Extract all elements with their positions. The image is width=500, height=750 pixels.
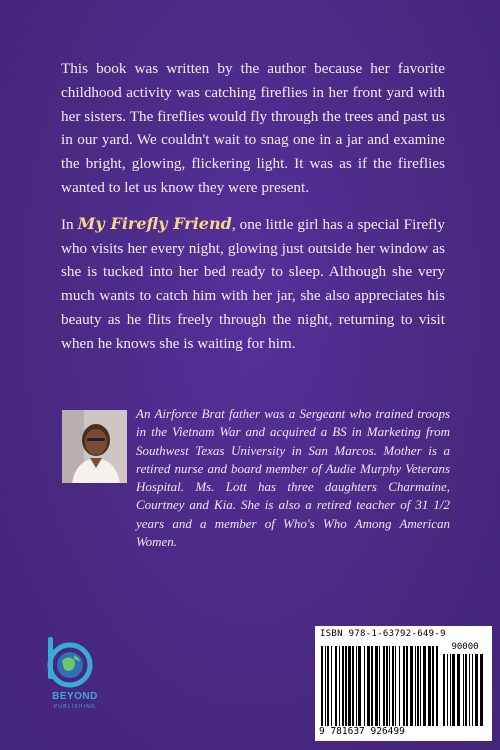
barcode-bar xyxy=(463,654,464,726)
barcode-bar xyxy=(331,646,332,726)
ean-number: 9 781637 926499 xyxy=(319,726,405,737)
barcode-bar xyxy=(428,646,431,726)
barcode-bar xyxy=(342,646,344,726)
barcode-bar xyxy=(420,646,421,726)
barcode-bar xyxy=(352,646,354,726)
barcode-bar xyxy=(465,654,467,726)
blurb xyxy=(61,57,445,368)
beyond-b-globe-icon xyxy=(40,633,110,693)
barcode-bar xyxy=(364,646,365,726)
barcode-bar xyxy=(452,654,455,726)
blurb-paragraph-1: This book was written by the author because her favorite childhood activity was catching fireflies in her front yard with her sisters. The fireflies would fly through the trees and past us in our yard. We couldn't wait to snag one in a jar and examine the bright, glowing, flickering light. It was as if the fireflies wanted to let us know they were present. xyxy=(61,60,445,196)
barcode-bar xyxy=(356,646,357,726)
barcode-bar xyxy=(450,654,451,726)
barcode-bar xyxy=(436,646,438,726)
barcode-bar xyxy=(457,654,460,726)
barcode-bar xyxy=(475,654,478,726)
barcode-bar xyxy=(348,646,351,726)
barcode-bar xyxy=(423,646,426,726)
barcode-bar xyxy=(321,646,323,726)
blurb-lead: In xyxy=(61,215,78,233)
barcode-bar xyxy=(403,646,405,726)
author-bio: An Airforce Brat father was a Sergeant who trained troops in the Vietnam War and acquired a BS in Marketing from Southwest Texas University in San Marcos. Mother is a retired nurse and board member of Audie Murphy Veterans Hospital. Ms. Lott has three daughters Charmaine, Courtney and Kia. She is also a retired teacher of 31 1/2 years and a member of Who's Who Among American Women. xyxy=(136,406,450,550)
barcode-bar xyxy=(432,646,434,726)
barcode-bar xyxy=(389,646,390,726)
barcode-bar xyxy=(325,646,326,726)
barcode-bar xyxy=(480,654,483,726)
barcode-bar xyxy=(395,646,396,726)
barcode-bar xyxy=(447,654,448,726)
addon-barcode xyxy=(443,654,487,726)
barcode-bar xyxy=(371,646,373,726)
barcode-bar xyxy=(443,654,445,726)
barcode-bar xyxy=(383,646,385,726)
ean-barcode xyxy=(321,646,439,726)
barcode-bar xyxy=(472,654,473,726)
barcode-bar xyxy=(339,646,340,726)
barcode-bar xyxy=(379,646,380,726)
barcode-bar xyxy=(335,646,337,726)
author-photo xyxy=(62,410,127,483)
barcode-bar xyxy=(399,646,400,726)
barcode-bar xyxy=(392,646,394,726)
barcode-bar xyxy=(327,646,329,726)
barcode-bar xyxy=(358,646,361,726)
barcode-panel xyxy=(315,626,492,741)
publisher-tagline: PUBLISHING xyxy=(53,704,97,710)
publisher-name: BEYOND xyxy=(52,691,98,702)
barcode-bar xyxy=(367,646,370,726)
barcode-bar xyxy=(375,646,378,726)
isbn-text: ISBN 978-1-63792-649-9 xyxy=(320,629,446,639)
barcode-bar xyxy=(417,646,419,726)
barcode-bar xyxy=(469,654,470,726)
book-title: My Firefly Friend xyxy=(77,213,232,233)
barcode-bar xyxy=(415,646,416,726)
barcode-bar xyxy=(410,646,413,726)
barcode-bar xyxy=(406,646,408,726)
blurb-paragraph-2 xyxy=(61,212,445,356)
barcode-bar xyxy=(345,646,347,726)
blurb-rest: , one little girl has a special Firefly who visits her every night, glowing just outside her window as she is tucked into her bed ready to sleep. Although she very much wants to catch him with her jar, she also appreciates his beauty as he flits freely through the night, returning to visit when he knows she is waiting for him. xyxy=(61,215,445,352)
barcode-bar xyxy=(386,646,388,726)
addon-number: 90000 xyxy=(451,642,479,652)
